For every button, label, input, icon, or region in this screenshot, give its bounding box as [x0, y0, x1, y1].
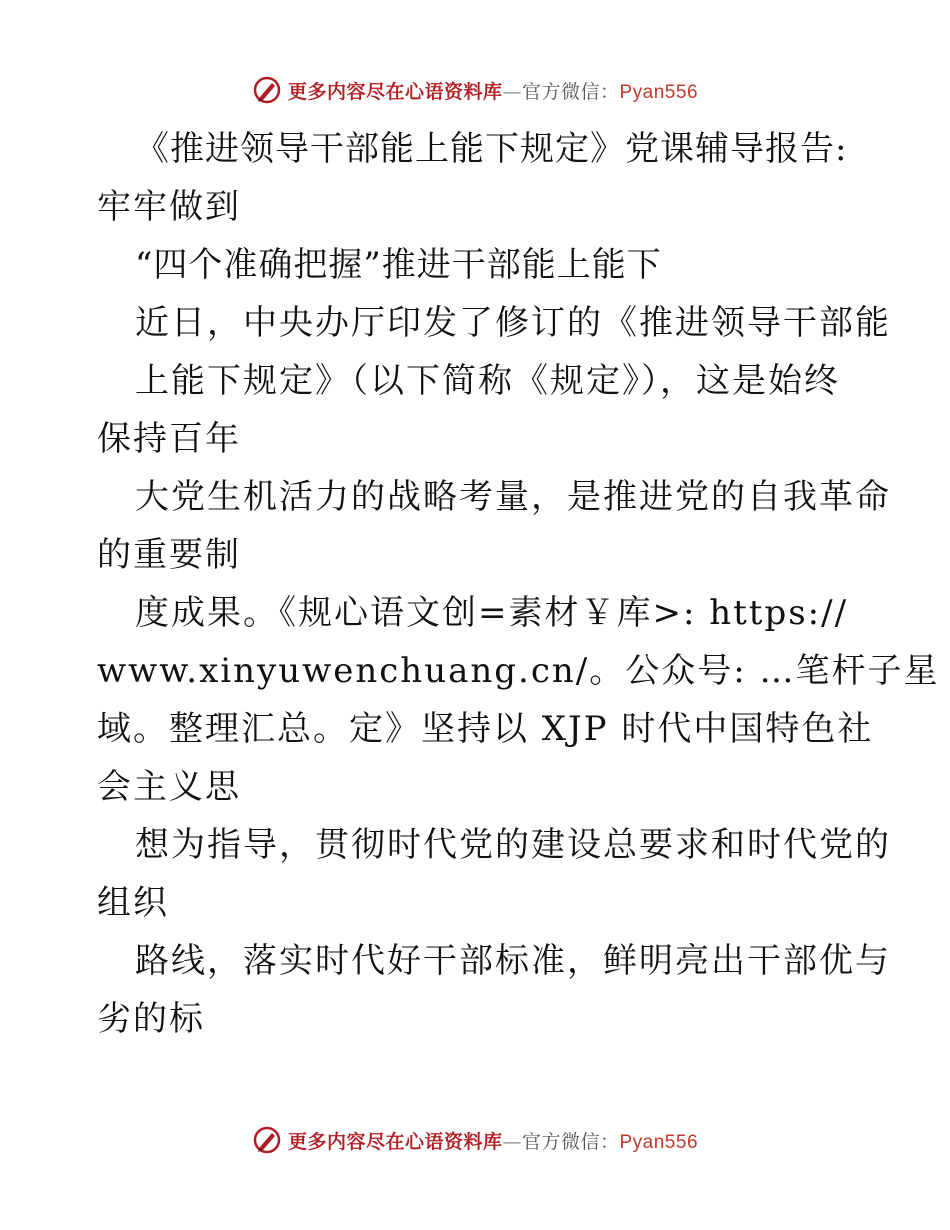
banner-main-text: 更多内容尽在心语资料库: [287, 1130, 503, 1153]
banner-text: [288, 1127, 698, 1154]
paragraph-line: 域。整理汇总。定》坚持以 XJP 时代中国特色社: [97, 709, 874, 749]
banner-text: [288, 77, 698, 104]
paragraph-line: 路线，落实时代好干部标准，鲜明亮出干部优与: [135, 941, 891, 981]
banner-wechat-id: Pyan556: [619, 1131, 699, 1153]
paragraph-line: 近日，中央办厅印发了修订的《推进领导干部能: [135, 303, 891, 343]
document-title-line-1: 《推进领导干部能上能下规定》党课辅导报告:: [135, 129, 848, 169]
paragraph-line: 会主义思: [97, 767, 241, 807]
paragraph-line: 组织: [97, 883, 169, 923]
banner-dash: —: [502, 1130, 522, 1153]
banner-official-label: 官方微信：: [521, 80, 620, 103]
banner-dash: —: [502, 80, 522, 103]
document-body: [97, 120, 940, 1048]
paragraph-line: www.xinyuwenchuang.cn/。公众号: …笔杆子星: [97, 651, 940, 691]
banner-official-label: 官方微信：: [521, 1130, 620, 1153]
banner-main-text: 更多内容尽在心语资料库: [287, 80, 503, 103]
pen-logo-icon: [252, 1125, 282, 1155]
banner-wechat-id: Pyan556: [619, 81, 699, 103]
paragraph-line: 上能下规定》（以下简称《规定》），这是始终: [135, 361, 840, 401]
pen-logo-icon: [252, 75, 282, 105]
paragraph-line: 保持百年: [97, 419, 241, 459]
paragraph-line: 度成果。《规心语文创=素材￥库>: https://: [135, 593, 849, 633]
paragraph-line: 的重要制: [97, 535, 241, 575]
footer-watermark-banner: [0, 1120, 950, 1160]
paragraph-line: 想为指导，贯彻时代党的建设总要求和时代党的: [135, 825, 891, 865]
paragraph-line: 大党生机活力的战略考量，是推进党的自我革命: [135, 477, 891, 517]
header-watermark-banner: [0, 70, 950, 110]
paragraph-line: 劣的标: [97, 999, 205, 1039]
document-title-line-2: 牢牢做到: [97, 187, 241, 227]
document-subtitle: “四个准确把握”推进干部能上能下: [135, 245, 662, 285]
